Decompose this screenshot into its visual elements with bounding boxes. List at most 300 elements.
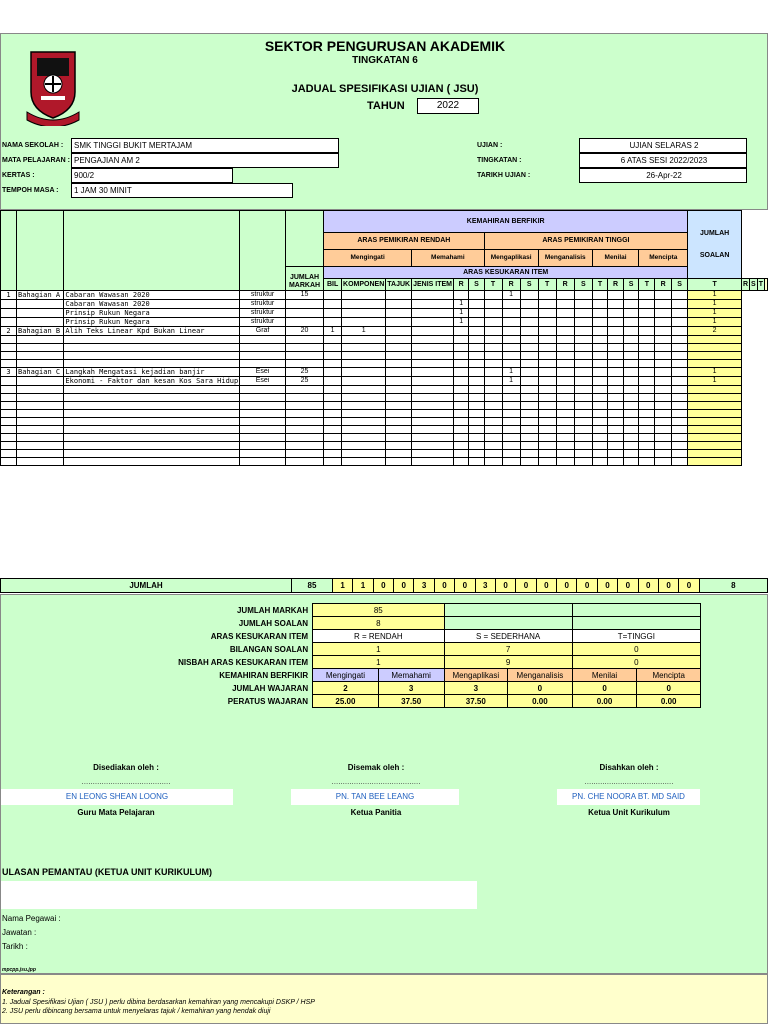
cell-mark <box>469 402 484 410</box>
cell-mark <box>538 309 556 318</box>
table-row <box>1 360 768 368</box>
review-date-label: Tarikh : <box>2 942 28 951</box>
skill-header-6: Mencipta <box>639 250 688 267</box>
cell-mark <box>454 336 469 344</box>
cell-mark <box>469 336 484 344</box>
cell-mark <box>386 291 412 300</box>
cell-jenis <box>240 450 286 458</box>
cell-mark <box>623 402 639 410</box>
cell-soalan <box>688 450 742 458</box>
cell-markah <box>285 352 323 360</box>
year-label: TAHUN <box>367 100 405 112</box>
year-field: 2022 <box>417 98 479 114</box>
cell-mark: 1 <box>502 377 520 386</box>
cell-markah <box>285 450 323 458</box>
cell-mark <box>520 318 538 327</box>
cell-markah <box>285 309 323 318</box>
cell-mark <box>639 386 655 394</box>
cell-mark <box>608 327 624 336</box>
cell-mark <box>655 318 671 327</box>
cell-mark <box>484 418 502 426</box>
cell-mark: 1 <box>342 327 386 336</box>
cell-mark <box>574 434 592 442</box>
cell-mark <box>639 360 655 368</box>
cell-mark <box>556 442 574 450</box>
cell-mark <box>608 402 624 410</box>
total-marks-label: JUMLAH MARKAH <box>236 605 309 615</box>
summary-value: 1 <box>353 579 373 593</box>
note-1: 1. Jadual Spesifikasi Ujian ( JSU ) perlu dibina berdasarkan kemahiran yang mencakupi DSKP / HSP <box>2 999 315 1006</box>
notes-title: Keterangan : <box>2 989 45 996</box>
cell-mark <box>484 300 502 309</box>
cell-bil: 1 <box>1 291 17 300</box>
cell-jenis: Esei <box>240 377 286 386</box>
cell-bil <box>1 352 17 360</box>
cell-mark <box>608 300 624 309</box>
cell-mark <box>592 402 607 410</box>
cell-mark <box>655 352 671 360</box>
cell-mark <box>502 426 520 434</box>
cell-soalan: 1 <box>688 368 742 377</box>
cell-mark <box>412 291 454 300</box>
cell-mark <box>671 426 687 434</box>
cell-mark <box>386 344 412 352</box>
cell-mark <box>556 368 574 377</box>
total-marks-value: 85 <box>313 604 444 617</box>
cell-markah: 25 <box>285 368 323 377</box>
review-box[interactable] <box>1 881 477 909</box>
cell-mark <box>412 434 454 442</box>
cell-mark <box>556 309 574 318</box>
summary-questions: 8 <box>699 579 767 593</box>
cell-mark <box>655 360 671 368</box>
cell-tajuk <box>64 394 240 402</box>
cell-tajuk <box>64 344 240 352</box>
cell-tajuk <box>64 352 240 360</box>
cell-mark <box>324 360 342 368</box>
cell-mark <box>412 410 454 418</box>
cell-jenis <box>240 434 286 442</box>
cell-mark <box>386 352 412 360</box>
cell-mark <box>592 434 607 442</box>
cell-mark <box>520 450 538 458</box>
table-row <box>1 327 768 336</box>
cell-mark <box>639 352 655 360</box>
cell-soalan: 1 <box>688 377 742 386</box>
cell-mark <box>592 386 607 394</box>
total-questions-label: JUMLAH SOALAN <box>238 618 309 628</box>
cell-tajuk <box>64 402 240 410</box>
cell-mark <box>412 368 454 377</box>
cell-mark <box>556 344 574 352</box>
summary-value: 0 <box>516 579 536 593</box>
cell-markah <box>285 344 323 352</box>
cell-mark <box>671 458 687 466</box>
stat-skill-4: Menganalisis <box>508 669 573 682</box>
difficulty-label: ARAS KESUKARAN ITEM <box>210 631 309 641</box>
cell-soalan <box>688 352 742 360</box>
cell-mark <box>592 291 607 300</box>
cell-komponen <box>16 344 63 352</box>
skill-header-4: Menganalisis <box>538 250 592 267</box>
cell-mark <box>324 309 342 318</box>
cell-mark <box>623 418 639 426</box>
cell-mark <box>574 386 592 394</box>
cell-mark <box>520 336 538 344</box>
count-label: BILANGAN SOALAN <box>229 644 309 654</box>
cell-mark <box>502 327 520 336</box>
cell-mark <box>608 368 624 377</box>
cell-mark <box>623 458 639 466</box>
cell-mark <box>484 368 502 377</box>
cell-mark <box>484 377 502 386</box>
cell-mark <box>639 402 655 410</box>
cell-jenis <box>240 426 286 434</box>
cell-mark <box>556 291 574 300</box>
cell-mark <box>386 418 412 426</box>
cell-mark <box>623 377 639 386</box>
cell-mark <box>574 352 592 360</box>
cell-soalan <box>688 442 742 450</box>
table-row <box>1 336 768 344</box>
cell-mark <box>484 336 502 344</box>
cell-mark <box>454 368 469 377</box>
soalan-header-cell <box>765 279 768 291</box>
summary-section <box>0 594 768 974</box>
cell-mark <box>639 300 655 309</box>
cell-tajuk: Prinsip Rukun Negara <box>64 318 240 327</box>
cell-mark <box>502 318 520 327</box>
cell-mark <box>592 418 607 426</box>
col-header-jenis: JENIS ITEM <box>412 279 454 291</box>
cell-mark <box>469 368 484 377</box>
cell-mark <box>469 344 484 352</box>
cell-mark <box>655 418 671 426</box>
cell-mark <box>655 394 671 402</box>
cell-komponen <box>16 377 63 386</box>
cell-mark <box>324 442 342 450</box>
cell-mark <box>412 450 454 458</box>
cell-markah <box>285 418 323 426</box>
cell-mark <box>574 394 592 402</box>
summary-marks: 85 <box>291 579 332 593</box>
stat-percent-2: 37.50 <box>378 695 444 708</box>
cell-mark <box>520 410 538 418</box>
cell-mark <box>412 386 454 394</box>
cell-komponen <box>16 336 63 344</box>
cell-mark <box>655 377 671 386</box>
cell-jenis <box>240 386 286 394</box>
summary-value: 0 <box>536 579 556 593</box>
cell-soalan <box>688 434 742 442</box>
cell-mark <box>502 450 520 458</box>
cell-mark <box>608 426 624 434</box>
cell-tajuk: Alih Teks Linear Kpd Bukan Linear <box>64 327 240 336</box>
cell-mark <box>608 386 624 394</box>
notes-section <box>0 974 768 1024</box>
cell-markah <box>285 300 323 309</box>
cell-bil <box>1 434 17 442</box>
table-row <box>1 318 768 327</box>
cell-komponen: Bahagian C <box>16 368 63 377</box>
checked-role: Ketua Panitia <box>350 808 402 817</box>
cell-mark <box>454 402 469 410</box>
cell-mark <box>454 327 469 336</box>
cell-jenis <box>240 336 286 344</box>
cell-mark <box>520 344 538 352</box>
skill-header-5: Menilai <box>592 250 638 267</box>
cell-mark <box>386 318 412 327</box>
cell-mark <box>484 360 502 368</box>
cell-mark: 1 <box>454 309 469 318</box>
cell-mark <box>412 418 454 426</box>
cell-mark <box>574 426 592 434</box>
table-row <box>1 450 768 458</box>
difficulty-medium: S = SEDERHANA <box>444 630 572 643</box>
page-title: SEKTOR PENGURUSAN AKADEMIK <box>264 38 506 54</box>
cell-mark <box>412 309 454 318</box>
exam-label: UJIAN : <box>477 142 503 149</box>
form-code: mpcpp.jsu.jpp <box>2 967 36 973</box>
cell-komponen <box>16 442 63 450</box>
cell-mark <box>592 309 607 318</box>
table-row <box>1 402 768 410</box>
cell-mark <box>412 402 454 410</box>
cell-mark <box>592 410 607 418</box>
cell-mark <box>342 344 386 352</box>
difficulty-header: ARAS KESUKARAN ITEM <box>324 267 688 279</box>
cell-mark <box>412 360 454 368</box>
cell-bil <box>1 410 17 418</box>
prepared-role: Guru Mata Pelajaran <box>77 808 155 817</box>
cell-mark <box>412 377 454 386</box>
rst-header: T <box>639 279 655 291</box>
cell-bil <box>1 386 17 394</box>
table-row <box>1 418 768 426</box>
rst-header: R <box>655 279 671 291</box>
cell-mark <box>454 386 469 394</box>
cell-bil <box>1 309 17 318</box>
cell-mark <box>608 360 624 368</box>
position-label: Jawatan : <box>2 928 37 937</box>
cell-mark <box>655 327 671 336</box>
cell-mark <box>639 327 655 336</box>
cell-mark <box>454 291 469 300</box>
cell-mark <box>484 352 502 360</box>
cell-mark: 1 <box>454 318 469 327</box>
cell-mark <box>671 309 687 318</box>
cell-mark <box>655 291 671 300</box>
cell-mark <box>520 442 538 450</box>
cell-jenis: struktur <box>240 300 286 309</box>
cell-mark <box>502 360 520 368</box>
cell-mark <box>454 450 469 458</box>
cell-mark <box>469 442 484 450</box>
cell-bil <box>1 377 17 386</box>
cell-markah: 15 <box>285 291 323 300</box>
cell-markah <box>285 426 323 434</box>
cell-mark <box>671 336 687 344</box>
cell-mark <box>520 291 538 300</box>
cell-mark <box>574 344 592 352</box>
cell-mark <box>386 377 412 386</box>
cell-mark <box>502 336 520 344</box>
cell-mark <box>608 352 624 360</box>
cell-mark <box>412 426 454 434</box>
cell-tajuk <box>64 418 240 426</box>
cell-mark <box>623 327 639 336</box>
cell-mark <box>623 336 639 344</box>
date-label: TARIKH UJIAN : <box>477 172 531 179</box>
cell-mark <box>484 402 502 410</box>
col-header-tajuk: TAJUK <box>386 279 412 291</box>
cell-mark <box>324 377 342 386</box>
cell-mark <box>608 450 624 458</box>
note-2: 2. JSU perlu dibincang bersama untuk menyelaras tajuk / kemahiran yang hendak diuji <box>2 1008 271 1015</box>
summary-value: 0 <box>597 579 617 593</box>
cell-mark <box>469 394 484 402</box>
cell-mark <box>454 344 469 352</box>
cell-tajuk: Cabaran Wawasan 2020 <box>64 300 240 309</box>
cell-mark <box>655 309 671 318</box>
cell-mark <box>502 394 520 402</box>
cell-mark <box>502 344 520 352</box>
rst-header: S <box>623 279 639 291</box>
cell-soalan: 1 <box>688 309 742 318</box>
cell-mark <box>592 426 607 434</box>
cell-mark <box>639 434 655 442</box>
cell-mark <box>592 394 607 402</box>
cell-mark <box>502 418 520 426</box>
cell-mark <box>655 442 671 450</box>
cell-mark <box>574 368 592 377</box>
cell-mark <box>623 394 639 402</box>
cell-mark <box>538 327 556 336</box>
table-row <box>1 442 768 450</box>
cell-mark <box>592 300 607 309</box>
cell-mark <box>342 458 386 466</box>
cell-tajuk: Langkah Mengatasi kejadian banjir <box>64 368 240 377</box>
cell-jenis: Esei <box>240 368 286 377</box>
cell-mark <box>342 394 386 402</box>
cell-mark <box>671 377 687 386</box>
summary-value: 3 <box>414 579 434 593</box>
cell-mark <box>484 327 502 336</box>
cell-markah <box>285 442 323 450</box>
cell-jenis: struktur <box>240 291 286 300</box>
cell-bil <box>1 360 17 368</box>
summary-value: 0 <box>658 579 678 593</box>
cell-mark <box>574 291 592 300</box>
cell-komponen: Bahagian A <box>16 291 63 300</box>
ratio-medium: 9 <box>444 656 572 669</box>
rst-header: T <box>538 279 556 291</box>
cell-mark <box>520 418 538 426</box>
duration-label: TEMPOH MASA : <box>2 187 59 194</box>
cell-bil <box>1 300 17 309</box>
cell-mark <box>671 394 687 402</box>
cell-markah <box>285 402 323 410</box>
cell-mark <box>639 450 655 458</box>
weight-label: JUMLAH WAJARAN <box>232 683 309 693</box>
cell-mark <box>469 386 484 394</box>
cell-mark <box>608 336 624 344</box>
cell-mark <box>454 442 469 450</box>
cell-mark <box>655 426 671 434</box>
cell-mark <box>623 386 639 394</box>
cell-mark <box>556 318 574 327</box>
cell-mark <box>556 394 574 402</box>
rst-header: T <box>757 279 764 291</box>
cell-mark <box>556 450 574 458</box>
cell-mark <box>556 458 574 466</box>
summary-value: 0 <box>557 579 577 593</box>
cell-mark <box>386 309 412 318</box>
cell-mark <box>639 318 655 327</box>
rst-header: R <box>556 279 574 291</box>
cell-soalan <box>688 360 742 368</box>
count-medium: 7 <box>444 643 572 656</box>
approved-name: PN. CHE NOORA BT. MD SAID <box>557 789 700 805</box>
cell-mark <box>556 434 574 442</box>
cell-bil <box>1 458 17 466</box>
cell-mark <box>502 309 520 318</box>
rst-header: T <box>592 279 607 291</box>
table-row <box>1 309 768 318</box>
cell-mark <box>538 426 556 434</box>
cell-mark <box>655 402 671 410</box>
cell-mark <box>671 434 687 442</box>
cell-mark <box>386 426 412 434</box>
cell-mark <box>324 386 342 394</box>
cell-mark <box>484 386 502 394</box>
cell-mark <box>386 402 412 410</box>
cell-mark <box>608 434 624 442</box>
cell-komponen <box>16 394 63 402</box>
summary-value: 0 <box>495 579 515 593</box>
cell-mark <box>623 360 639 368</box>
cell-bil <box>1 318 17 327</box>
cell-soalan <box>688 386 742 394</box>
cell-komponen <box>16 434 63 442</box>
summary-value: 3 <box>475 579 495 593</box>
cell-mark <box>324 418 342 426</box>
cell-mark <box>671 318 687 327</box>
cell-mark <box>502 410 520 418</box>
cell-mark <box>556 327 574 336</box>
cell-mark <box>469 291 484 300</box>
cell-mark <box>623 344 639 352</box>
cell-bil: 2 <box>1 327 17 336</box>
stat-weight-2: 3 <box>378 682 444 695</box>
cell-mark <box>639 336 655 344</box>
table-row <box>1 426 768 434</box>
cell-komponen: Bahagian B <box>16 327 63 336</box>
cell-komponen <box>16 418 63 426</box>
cell-mark <box>671 344 687 352</box>
spec-table <box>0 210 768 466</box>
cell-mark <box>608 318 624 327</box>
cell-mark <box>671 300 687 309</box>
cell-markah <box>285 410 323 418</box>
cell-mark <box>469 458 484 466</box>
cell-bil <box>1 344 17 352</box>
cell-mark <box>671 291 687 300</box>
cell-mark <box>502 442 520 450</box>
cell-mark <box>556 300 574 309</box>
cell-mark <box>342 402 386 410</box>
summary-value: 1 <box>332 579 352 593</box>
